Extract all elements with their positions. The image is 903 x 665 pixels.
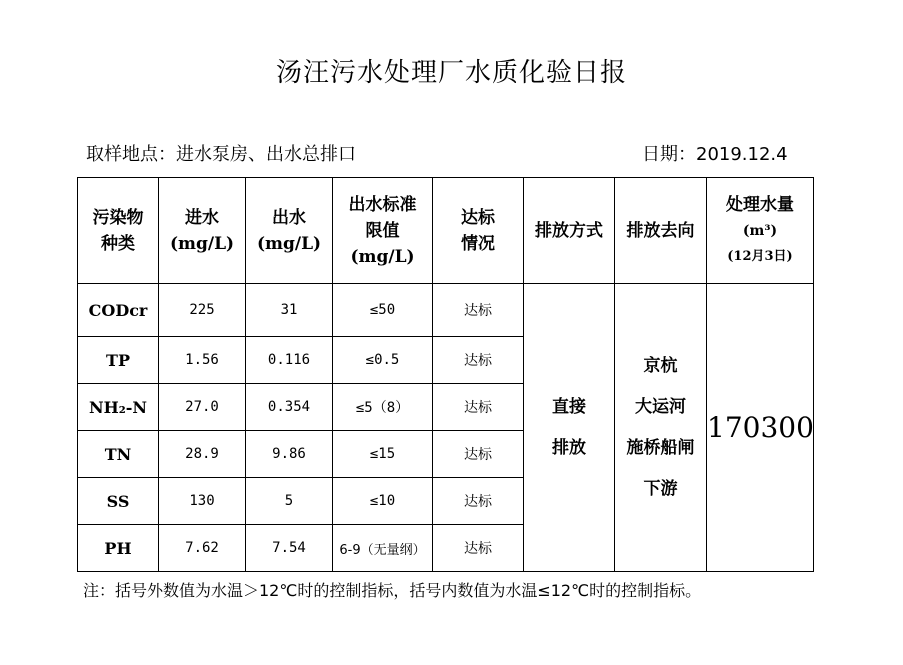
header-row — [78, 178, 814, 284]
header-limit: 出水标准 限值 (mg/L) — [333, 178, 433, 284]
compliance-status: 达标 — [433, 478, 524, 525]
limit-value: ≤0.5 — [333, 337, 433, 384]
effluent-value: 5 — [246, 478, 333, 525]
discharge-destination: 京杭 大运河 施桥船闸 下游 — [615, 284, 707, 572]
compliance-status: 达标 — [433, 284, 524, 337]
influent-value: 7.62 — [159, 525, 246, 572]
pollutant-name: CODcr — [78, 284, 159, 337]
footnote: 注：括号外数值为水温＞12℃时的控制指标，括号内数值为水温≤12℃时的控制指标。 — [83, 581, 702, 600]
report-title: 汤汪污水处理厂水质化验日报 — [275, 58, 627, 88]
discharge-method: 直接 排放 — [524, 284, 615, 572]
header-compliance: 达标 情况 — [433, 178, 524, 284]
compliance-status: 达标 — [433, 525, 524, 572]
pollutant-name: NH₂-N — [78, 384, 159, 431]
compliance-status: 达标 — [433, 431, 524, 478]
pollutant-name: SS — [78, 478, 159, 525]
limit-value: ≤5（8） — [333, 384, 433, 431]
sampling-location: 取样地点：进水泵房、出水总排口 — [86, 144, 356, 165]
limit-value: 6-9（无量纲） — [333, 525, 433, 572]
header-discharge-method: 排放方式 — [524, 178, 615, 284]
effluent-value: 7.54 — [246, 525, 333, 572]
header-pollutant: 污染物 种类 — [78, 178, 159, 284]
limit-value: ≤15 — [333, 431, 433, 478]
effluent-value: 0.116 — [246, 337, 333, 384]
header-influent: 进水 (mg/L) — [159, 178, 246, 284]
influent-value: 1.56 — [159, 337, 246, 384]
header-volume: 处理水量 (m³) (12月3日) — [707, 178, 814, 284]
influent-value: 130 — [159, 478, 246, 525]
water-quality-table — [77, 177, 814, 572]
pollutant-name: TP — [78, 337, 159, 384]
influent-value: 28.9 — [159, 431, 246, 478]
influent-value: 225 — [159, 284, 246, 337]
effluent-value: 9.86 — [246, 431, 333, 478]
limit-value: ≤50 — [333, 284, 433, 337]
treated-volume: 170300 — [707, 284, 814, 572]
table-row — [78, 284, 814, 337]
limit-value: ≤10 — [333, 478, 433, 525]
effluent-value: 0.354 — [246, 384, 333, 431]
compliance-status: 达标 — [433, 384, 524, 431]
compliance-status: 达标 — [433, 337, 524, 384]
pollutant-name: TN — [78, 431, 159, 478]
pollutant-name: PH — [78, 525, 159, 572]
header-effluent: 出水 (mg/L) — [246, 178, 333, 284]
influent-value: 27.0 — [159, 384, 246, 431]
header-discharge-destination: 排放去向 — [615, 178, 707, 284]
effluent-value: 31 — [246, 284, 333, 337]
report-date: 日期：2019.12.4 — [642, 144, 788, 165]
